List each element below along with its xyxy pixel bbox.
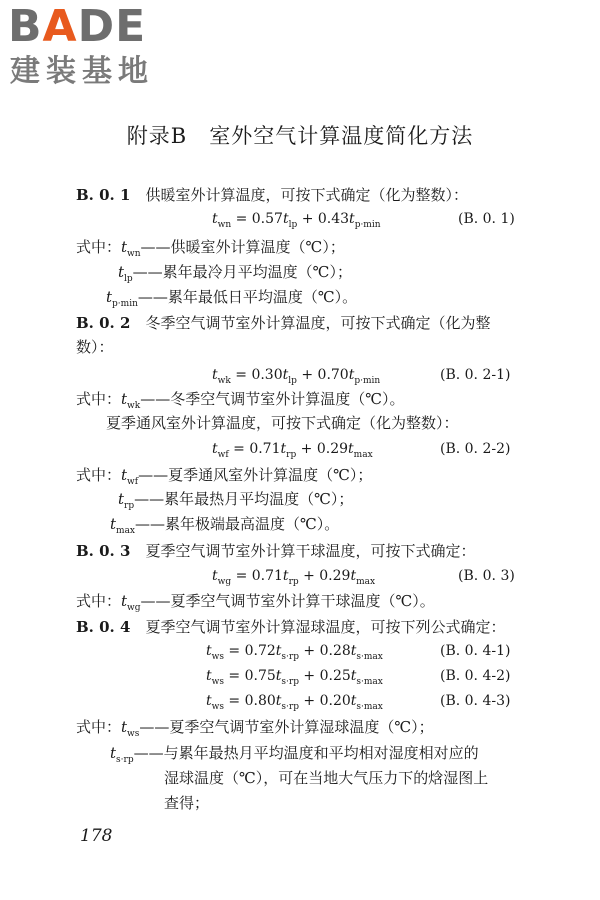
- def-tws: 式中：$t_{ws}——$夏季空气调节室外计算湿球温度（℃）；: [76, 718, 434, 739]
- clause-b04: B. 0. 4 夏季空气调节室外计算湿球温度，可按下列公式确定：: [76, 618, 506, 636]
- def-tsrp-cont2: 查得；: [164, 794, 210, 812]
- summer-vent-text: 夏季通风室外计算温度，可按下式确定（化为整数）：: [106, 414, 459, 432]
- logo-chinese: 建装基地: [10, 54, 154, 89]
- formula-b043: $t_{ws} = 0.80t_{s\cdot rp} + 0.20t_{s\cdot max}$: [206, 693, 383, 712]
- clause-b03: B. 0. 3 夏季空气调节室外计算干球温度，可按下式确定：: [76, 542, 476, 560]
- def-tsrp-cont1: 湿球温度（℃），可在当地大气压力下的焓湿图上: [164, 769, 489, 787]
- eq-label-b041: (B. 0. 4-1): [440, 643, 511, 659]
- def-twf: 式中：$t_{wf}——$夏季通风室外计算温度（℃）；: [76, 466, 373, 487]
- def-twn: 式中：$t_{wn}——$供暖室外计算温度（℃）；: [76, 238, 345, 259]
- def-tmax: $t_{max}——$累年极端最高温度（℃）。: [110, 515, 340, 536]
- eq-label-b022: (B. 0. 2-2): [440, 441, 511, 457]
- def-tpmin: $t_{p\cdot min}——$累年最低日平均温度（℃）。: [106, 288, 358, 309]
- formula-b041: $t_{ws} = 0.72t_{s\cdot rp} + 0.28t_{s\cdot max}$: [206, 643, 383, 662]
- eq-label-b042: (B. 0. 4-2): [440, 668, 511, 684]
- eq-label-b03: (B. 0. 3): [458, 568, 515, 584]
- eq-label-b043: (B. 0. 4-3): [440, 693, 511, 709]
- def-twk: 式中：$t_{wk}——$冬季空气调节室外计算温度（℃）。: [76, 390, 405, 411]
- eq-label-b01: (B. 0. 1): [458, 211, 515, 227]
- eq-label-b021: (B. 0. 2-1): [440, 367, 511, 383]
- def-trp: $t_{rp}——$累年最热月平均温度（℃）；: [118, 490, 354, 511]
- formula-b01: $t_{wn} = 0.57t_{lp} + 0.43t_{p\cdot min}$: [212, 211, 381, 230]
- formula-b022: $t_{wf} = 0.71t_{rp} + 0.29t_{max}$: [212, 441, 373, 460]
- def-tsrp: $t_{s\cdot rp}——$与累年最热月平均温度和平均相对湿度相对应的: [110, 744, 479, 765]
- clause-b02-cont: 数）：: [76, 338, 114, 356]
- clause-b02: B. 0. 2 冬季空气调节室外计算温度，可按下式确定（化为整: [76, 314, 491, 332]
- logo: [8, 1, 178, 96]
- def-twg: 式中：$t_{wg}——$夏季空气调节室外计算干球温度（℃）。: [76, 592, 435, 613]
- formula-b03: $t_{wg} = 0.71t_{rp} + 0.29t_{max}$: [212, 568, 376, 587]
- page-number: 178: [80, 826, 113, 846]
- formula-b021: $t_{wk} = 0.30t_{lp} + 0.70t_{p\cdot min}$: [212, 367, 381, 386]
- clause-b01: B. 0. 1 供暖室外计算温度，可按下式确定（化为整数）：: [76, 186, 468, 204]
- formula-b042: $t_{ws} = 0.75t_{s\cdot rp} + 0.25t_{s\cdot max}$: [206, 668, 383, 687]
- def-tlp: $t_{lp}——$累年最冷月平均温度（℃）；: [118, 263, 352, 284]
- logo-wordmark: BADE: [8, 1, 147, 52]
- page-title: 附录B 室外空气计算温度简化方法: [126, 124, 474, 148]
